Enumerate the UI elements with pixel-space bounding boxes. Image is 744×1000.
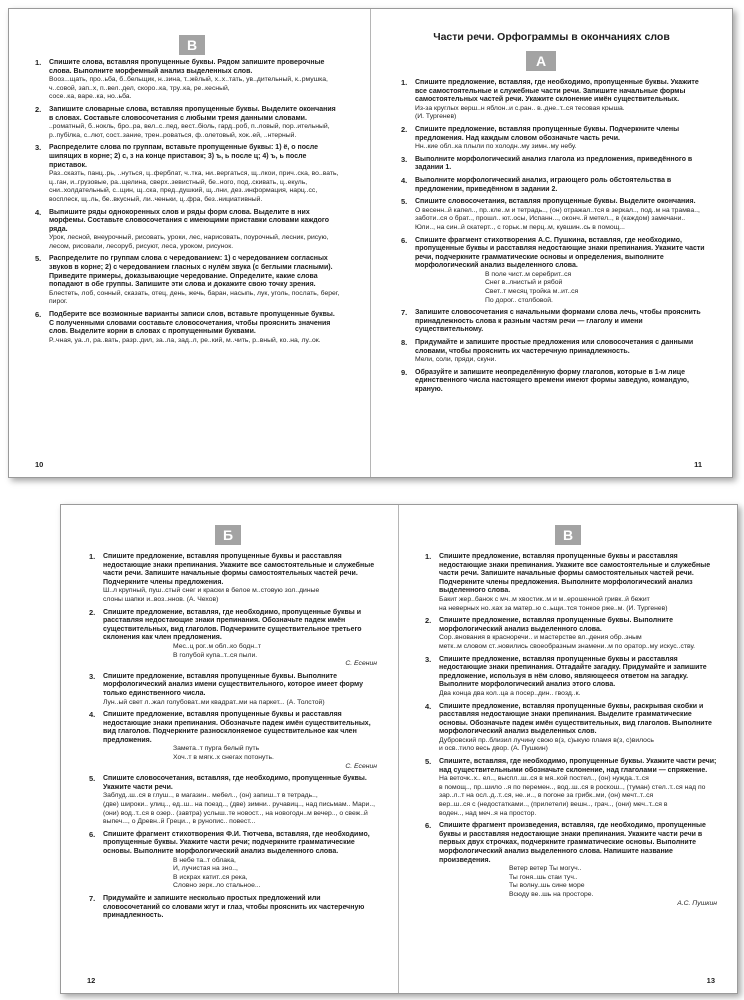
task-instruction: Подберите все возможные варианты записи слов, вставьте пропущенные буквы. С полученными словами составьте словосочетания, чтобы прояснить значения слов. Выделите корни в словах с пропущенными буквами. [49,311,335,336]
task-number: 9. [401,367,408,377]
task-item [35,255,340,307]
task-number: 2. [89,607,96,617]
task-instruction: Спишите предложение, вставляя, где необходимо, пропущенные буквы и расставляя недостающие знаки препинания. Обозначьте падеж имён существительных, вид глаголов. Подчеркните существительное третьего склонения как член предложения. [103,608,362,642]
page-13 [399,505,737,993]
task-number: 3. [401,154,408,164]
exercise-line: воден.., над меч..я на простор. [439,809,537,817]
poem-line: В искрах катит..ся река, [173,873,248,881]
exercise-line: слоны шапки и..воз..ннов. (А. Чехов) [103,595,219,603]
task-instruction: Спишите предложение, вставляя пропущенные буквы, раскрывая скобки и расставляя недостающие знаки препинания. Выделите грамматические основы. Обозначьте падеж имён существительных, вид глаголов. Выполните морфологический анализ выделенных слов. [439,702,712,736]
poem-line: Ты волну..шь сине море [509,882,585,890]
task-item [89,711,377,771]
task-instruction: Выполните морфологический анализ глагола из предложения, приведённого в задании 1. [415,155,693,172]
exercise-line: Нн..кие обл..ка плыли по холодн..му зимн..му небу. [415,143,577,151]
task-item [425,553,717,613]
task-instruction: Выполните морфологический анализ, играющего роль обстоятельства в предложении, приведённом в задании 2. [415,176,672,193]
task-item [35,106,340,140]
book-spread-top [8,8,733,478]
task-item [35,209,340,252]
poem-line: Свет..т месяц тройка м..ит..ся [485,288,579,296]
task-poem [103,745,377,771]
task-item [35,311,340,345]
task-list [401,79,705,399]
task-exercise [439,634,717,651]
task-instruction: Придумайте и запишите простые предложения или словосочетания с данными словами, чтобы прояснить их частеречную принадлежность. [415,339,694,355]
poem-line: Хоч..т в мягк..х снегах потонуть. [173,754,274,762]
exercise-line: На веточк..х.. ел.., выспл..ш..ся в мя..кой постел.., (он) нужда..т..ся [439,775,649,783]
exercise-line: (И. Тургенев) [415,113,457,121]
task-item [35,144,340,204]
task-instruction: Спишите предложение, вставляя, где необходимо, пропущенные буквы. Укажите все самостоятельные и служебные части речи. Запишите начальные формы самостоятельных частей речи. Укажите склонение имён существительных. [415,79,699,104]
task-number: 3. [425,654,432,664]
task-exercise [49,123,340,140]
task-number: 5. [35,254,42,264]
exercise-line: и осв..тило весь двор. (А. Пушкин) [439,745,548,753]
task-item [401,198,705,232]
task-number: 1. [35,58,42,67]
poem-line: Замета..т пурга белый путь [173,745,260,753]
task-exercise [439,596,717,613]
poem-line: Всюду ве..шь на просторе. [509,890,594,898]
page-number: 12 [87,976,96,985]
page-12 [61,505,398,993]
task-instruction: Запишите словосочетания с начальными формами слова лечь, чтобы прояснить принадлежность слова к разным частям речи — глаголу и имени существительному. [415,309,701,334]
task-list [35,59,340,349]
task-instruction: Спишите слова, вставляя пропущенные буквы. Рядом запишите проверочные слова. Выполните морфемный анализ выделенных слов. [49,59,325,75]
task-item [89,673,377,707]
task-item [89,609,377,669]
task-number: 5. [425,757,432,767]
poem-author: А.С. Пушкин [677,899,717,907]
task-item [89,895,377,921]
task-instruction: Придумайте и запишите несколько простых предложений или словосочетаний со словами жгут и глаз, чтобы прояснить их частеречную принадлежность. [103,894,365,920]
task-number: 1. [89,552,96,561]
task-poem [103,857,377,891]
task-instruction: Запишите словарные слова, вставляя пропущенные буквы. Выделите окончания в словах. Составьте словосочетания с любыми тремя данными словами. [49,105,336,122]
poem-line: Ты гоня..шь стаи туч.. [509,873,578,881]
exercise-line: Ш..л крупный, пуш..стый снег и краски в белое м..стовую зол..диные [103,587,320,595]
task-item [89,775,377,827]
poem-author: С. Есенин [345,660,377,668]
page-11 [371,9,732,477]
poem-line: И, лучистая на зно.., [173,865,238,873]
task-exercise [415,207,705,233]
task-exercise [49,337,340,346]
exercise-line: Вооз...щать, про..ьба, б..бельщик, н..зина, т..жёлый, х..х..тать, ув..дительный, к..рмушка, ч..совой, зап..х, п..вел..дел, скоро..ка, тру..ка, ре..кесный, [49,76,328,92]
task-instruction: Спишите предложение, вставляя пропущенные буквы. Подчеркните члены предложения. Над каждым словом обозначьте часть речи. [415,125,680,142]
page-number: 10 [35,460,44,469]
level-badge: А [526,51,556,71]
task-exercise [439,737,717,754]
task-exercise [103,587,377,604]
poem-line: Ветер ветер Ты могуч.. [509,865,582,873]
task-instruction: Спишите, вставляя, где необходимо, пропущенные буквы. Укажите части речи; над существительными обозначьте склонение, над глаголами — спряжение. [439,758,717,774]
task-exercise [49,76,340,102]
task-poem [415,271,705,305]
exercise-line: О весенн..й капел.., пр..кле..м и тетрадь.., (он) отражал..тся в зеркал.., под..м на трамва.., заботи..ся о брат.., прошл.. ют..осы, Испанн..., оконч..й метел.., в (каждом) замечани.. Юли.., на син..й скатерт.., с горьк..м перц..м, кувшин..сь в помощ... [415,206,700,231]
task-item [425,703,717,755]
task-exercise [439,775,717,818]
page-number: 13 [706,976,715,985]
task-poem [439,865,717,908]
task-exercise [49,290,340,307]
level-badge: В [179,35,205,55]
section-title: Части речи. Орфограммы в окончаниях слов [433,31,670,43]
exercise-line: Сор..внования в красноречи.. и мастерстве вл..дения обр..зным [439,634,642,642]
book-spread-bottom [60,504,738,994]
task-number: 5. [89,774,96,784]
task-exercise [415,356,705,365]
poem-line: Словно зерк..ло стальное... [173,882,261,890]
exercise-line: в помощ.., пр..шило ..я по перемен.., вод..ш..ся в роскош.., (туман) стел..т..ся над по [439,783,706,791]
task-item [401,126,705,152]
task-list [425,553,717,912]
task-instruction: Спишите словосочетания, вставляя, где необходимо, пропущенные буквы. Укажите части речи. [103,775,367,791]
task-item [401,369,705,395]
level-badge: Б [215,525,241,545]
poem-line: Мес..ц рог..м обл..ко бодн..т [173,642,261,650]
task-item [89,831,377,891]
task-item [401,237,705,306]
task-number: 5. [401,197,408,207]
exercise-line: Дубровский пр..близил лучину свою в(з, с)ыкую пламя в(з, с)вилось [439,736,654,744]
task-exercise [103,792,377,826]
task-item [401,156,705,173]
task-number: 4. [401,175,408,185]
task-item [401,309,705,335]
task-item [425,758,717,818]
task-instruction: Выпишите ряды однокоренных слов и ряды форм слова. Выделите в них морфемы. Составьте словосочетания с имеющими приставки словами каждого ряда. [49,208,330,233]
page-number: 11 [694,460,702,469]
task-number: 2. [425,616,432,626]
task-instruction: Спишите фрагмент стихотворения Ф.И. Тютчева, вставляя, где необходимо, пропущенные буквы. Укажите части речи; подчеркните грамматические основы. Выполните морфологический анализ выделенного слова. [103,830,370,855]
task-instruction: Спишите фрагмент стихотворения А.С. Пушкина, вставляя, где необходимо, пропущенные буквы и расставляя недостающие знаки препинания. Укажите части речи, подчеркните грамматические основы и определения, выполните морфологический анализ выделенного слова. [415,236,705,270]
task-number: 2. [35,104,42,114]
exercise-line: Раз..сказть, панц..рь, ..нуться, ц..ферблат, ч..тка, ни..вергаться, щ..лкои, прич..ска, во..вать, ц..ган, и..грузовые, ра..щелина, сверх..зевистный, бе..ного, под..скивать, ц..екуль, сни..холдательный, с..щин, щ..ска, пред..душкий, щ..лни, дез..информация, нарц..сс, восплеск, щ..ль, бе..вкусный, ли..ченьки, ц..фра, без..нициативный. [49,170,339,203]
task-item [35,59,340,102]
exercise-line: Р..чная, уа..л, ра..вать, разр..дил, за..ла, зад..л, ре..кий, м..чить, р..вный, ко..на, лу..ок. [49,336,321,344]
exercise-line: на неверных но..ках за матер..ю с..ьщи..тся тонкое рже..м. (И. Тургенев) [439,604,668,612]
task-item [425,822,717,908]
task-number: 4. [425,701,432,711]
task-instruction: Спишите предложение, вставляя пропущенные буквы и расставляя недостающие знаки препинания. Укажите все самостоятельные и служебные части речи. Запишите начальные формы самостоятельных частей речи. Подчеркните члены предложения. [103,553,375,586]
task-exercise [415,105,705,122]
task-number: 7. [89,893,96,903]
task-instruction: Образуйте и запишите неопределённую форму глаголов, которые в 1-м лице единственного числа настоящего времени имеют формы заведую, командую, краную. [415,368,689,393]
task-instruction: Спишите предложение, вставляя пропущенные буквы и расставляя недостающие знаки препинания. Отгадайте загадку. Придумайте и запишите предложение, используя в нём слово, являющееся ответом на загадку. Выполните морфологический анализ этого слова. [439,655,707,689]
poem-line: Снег в..лнистый и рябой [485,279,563,287]
exercise-line: Из-за круглых верш..н яблон..и с.ран.. в..дне..т..ся тесовая крыша. [415,104,625,112]
task-number: 6. [425,821,432,831]
task-exercise [415,143,705,152]
exercise-line: Блестеть, лоб, сонный, сказать, отец, день, жечь, баран, насыпь, лук, уголь, послать, берег, пирог. [49,289,340,306]
task-item [425,656,717,699]
poem-line: В голубой купа..т..ся пыли. [173,651,258,659]
task-item [89,553,377,605]
exercise-line: ..роматный, б..нокль, бро..ра, вел..с..пед, вест..біоль, гард..роб, п..ловый, пор..ительный, р..пубілка, с..лют, сост..зание, трен..роваться, ф..олетовый, хок..ей, ..нтерный. [49,123,330,139]
exercise-line: Урок, лесной, внеурочный, рисовать, уроки, лес, нарисовать, поурочный, лесник, рисую, лесом, рисовали, лесоруб, рисуют, леса, уроком, рисунок. [49,234,329,250]
task-item [401,79,705,122]
task-poem [103,643,377,669]
task-number: 1. [425,552,432,561]
task-number: 6. [35,310,42,320]
task-number: 3. [89,671,96,681]
task-number: 4. [35,207,42,217]
exercise-line: вер..ш..ся с (недостатками.., (прилетели) вешн.., грач.., (они) меч..т..ся в [439,801,668,809]
task-item [425,617,717,651]
task-instruction: Спишите предложение, вставляя пропущенные буквы и расставляя недостающие знаки препинания. Обозначьте падеж имён существительных, вид глаголов. Подчеркните разносклоняемое существительное как член предложения. [103,711,371,744]
level-badge: В [555,525,581,545]
task-number: 4. [89,710,96,720]
task-instruction: Спишите словосочетания, вставляя пропущенные буквы. Выделите окончания. [415,198,696,206]
poem-line: По дорог.. столбовой. [485,296,553,304]
task-instruction: Спишите предложение, вставляя пропущенные буквы и расставляя недостающие знаки препинания. Укажите все самостоятельные и служебные части речи. Запишите начальные формы самостоятельных частей речи. Подчеркните члены предложения. Выполните морфологический анализ выделенного слова. [439,553,711,595]
task-exercise [49,170,340,204]
exercise-line: Мели, соли, пряди, скуни. [415,356,497,364]
task-item [401,339,705,365]
poem-line: В небе та..т облака, [173,856,236,864]
task-number: 2. [401,124,408,134]
exercise-line: Лун..ый свет л..жал голубоват..ми квадрат..ми на паркет... (А. Толстой) [103,698,325,706]
exercise-line: зар..л..т на осл..д..т..ся, не..и.., в погоне за грибк..ми, (он) мечт..т..ся [439,792,654,800]
exercise-line: Бакит жер..банок с мч..м хвостик..м и м..ерошенной гривк..й бежит [439,595,650,603]
exercise-line: Два конца два кол..ца а посер..дин.. гвозд..к. [439,689,581,697]
exercise-line: сосе..ка, варе..ка, но..ьба. [49,93,132,101]
task-number: 7. [401,308,408,318]
page-10 [9,9,370,477]
task-number: 6. [89,829,96,839]
task-number: 8. [401,338,408,348]
poem-author: С. Есенин [345,762,377,770]
task-exercise [439,690,717,699]
task-instruction: Спишите предложение, вставляя пропущенные буквы. Выполните морфологический анализ имени существительного, которое имеет форму только единственного числа. [103,672,363,697]
poem-line: В поле чист..м серебрит..ся [485,270,572,278]
task-item [401,177,705,194]
task-instruction: Распределите слова по группам, вставьте пропущенные буквы: 1) ё, о после шипящих в корне; 2) с, з на конце приставок; 3) ъ, ь после ц; 4) ъ, ь после приставок. [49,144,319,169]
task-instruction: Спишите предложение, вставляя пропущенные буквы. Выполните морфологический анализ выделенного слова. [439,617,673,633]
task-number: 3. [35,143,42,153]
task-instruction: Спишите фрагмент произведения, вставляя, где необходимо, пропущенные буквы и расставляя недостающие знаки препинания. Укажите части речи в первых двух строчках, подчеркните грамматические основы. Выполните морфологический анализ выделенного слова. Напишите название произведения. [439,822,706,864]
exercise-line: Заблуд..ш..ся в глуш.., в магазин.. мебел.., (он) запиш..т в тетрадь.., [103,792,318,800]
task-number: 1. [401,78,408,87]
task-exercise [49,234,340,251]
task-instruction: Распределите по группам слова с чередованием: 1) с чередованием согласных звуков в корне; 2) с чередованием гласных с нулём звука (с беглыми гласными). Приведите примеры, доказывающие чередование. Определите, какие слова попадают в обе группы. Запишите эти слова и докажите свою точку зрения. [49,255,333,289]
task-list [89,553,377,925]
task-exercise [103,699,377,708]
task-number: 6. [401,235,408,245]
exercise-line: метк..м словом ст..новились своеобразным знамени..м по оратор..му искус..ству. [439,642,696,650]
exercise-line: (две) широки.. улиц.., ед..ш.. на поезд.., (две) зимни.. ручавиц.., над письмам.. Мари.., (они) вод..т..ся в озер.. (завтра) услыш..те новост.., на новогодн..м вечер.., о свеж..й выпеч..., о Древн..й Греци.., в рунопис.. повест... [103,801,376,826]
